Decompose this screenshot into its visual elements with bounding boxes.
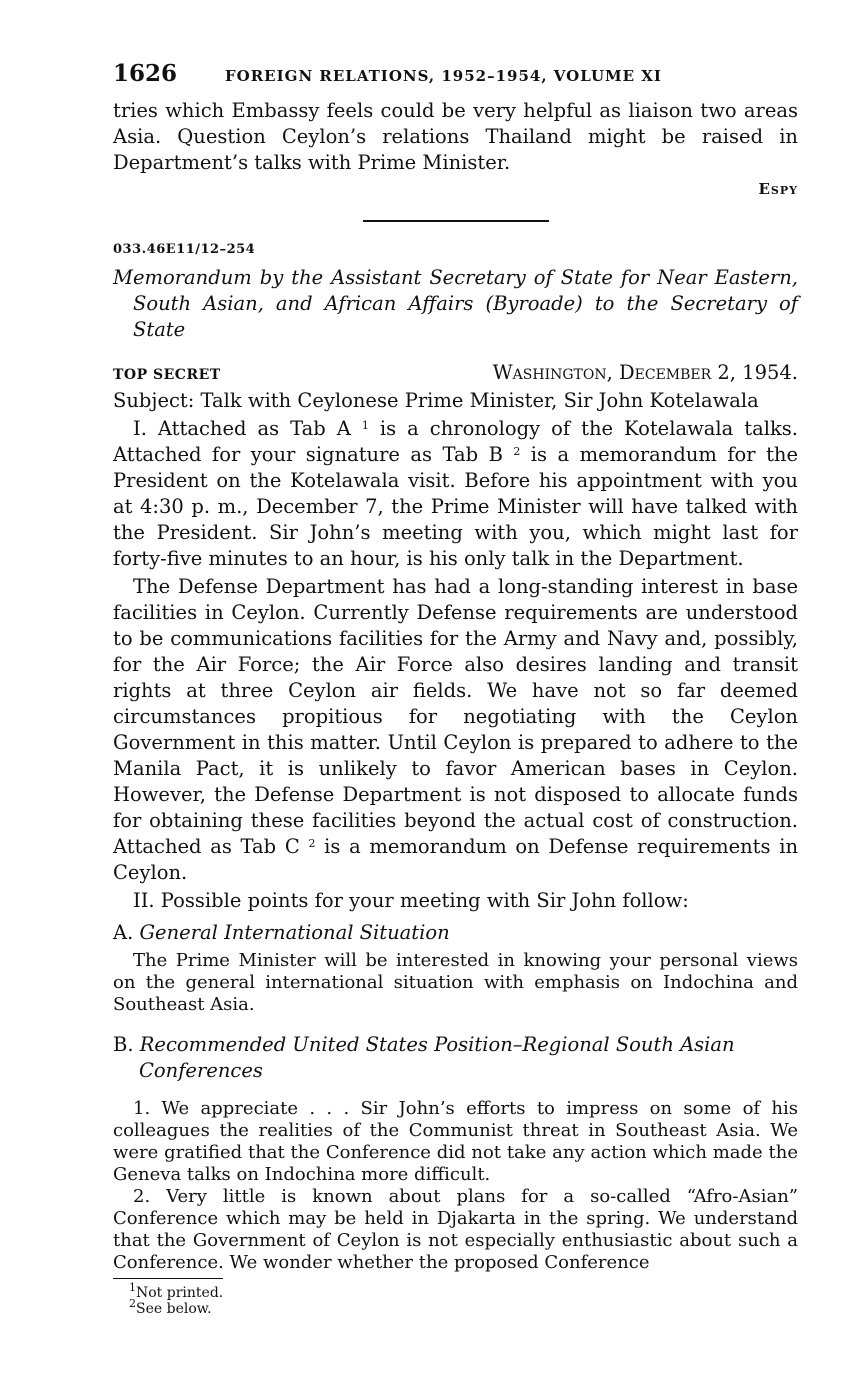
- footnote-mark: 1: [129, 1281, 136, 1294]
- footnote-ref-3: 2: [308, 836, 316, 850]
- document-page: [113, 60, 798, 1317]
- spacer: [113, 1088, 798, 1098]
- continuation-paragraph: tries which Embassy feels could be very helpful as liaison two areas Asia. Question Ceylon’s relations Thailand might be raised in Department’s talks with Prime Minister.: [113, 99, 798, 174]
- footnote-mark: 2: [129, 1297, 136, 1310]
- paragraph-1-part-b: is a chronology of the Kotelawala talks. Attached for your signature as Tab B: [113, 416, 798, 466]
- section-a-title: General International Situation: [139, 920, 450, 944]
- section-b-heading: [113, 1032, 798, 1084]
- section-a-letter: A.: [113, 920, 140, 944]
- place-date: Washington, December 2, 1954.: [492, 360, 798, 384]
- dateline: [113, 361, 798, 384]
- classification-label: TOP SECRET: [113, 366, 221, 383]
- page-header: [113, 60, 798, 98]
- paragraph-1-part-a: I. Attached as Tab A: [133, 416, 362, 440]
- page-number: 1626: [113, 60, 178, 87]
- footnote-divider: [113, 1278, 223, 1280]
- paragraph-3: II. Possible points for your meeting with Sir John follow:: [133, 888, 689, 912]
- subject-line: Subject: Talk with Ceylonese Prime Minister, Sir John Kotelawala: [113, 388, 759, 412]
- paragraph-2: [113, 574, 798, 886]
- document-title: Memorandum by the Assistant Secretary of State for Near Eastern, South Asian, and African Affairs (Byroade) to the Secretary of State: [113, 265, 798, 341]
- section-b-title: Recommended United States Position–Regional South Asian Conferences: [139, 1032, 735, 1082]
- paragraph-2-part-a: The Defense Department has had a long-standing interest in base facilities in Ceylon. Currently Defense requirements are understood to be communications facilities for the Army and Navy and, possibly, for the Air Force; the Air Force also desires landing and transit rights at three Ceylon air fields. We have not so far deemed circumstances propitious for negotiating with the Ceylon Government in this matter. Until Ceylon is prepared to adhere to the Manila Pact, it is unlikely to favor American bases in Ceylon. However, the Defense Department is not disposed to allocate funds for obtaining these facilities beyond the actual cost of construction. Attached as Tab C: [113, 574, 798, 858]
- footnote-ref-2: 2: [513, 444, 521, 458]
- section-b-item-2: 2. Very little is known about plans for a so-called “Afro-Asian” Conference which may be held in Djakarta in the spring. We understand that the Government of Ceylon is not especially enthusiastic about such a Conference. We wonder whether the proposed Conference: [113, 1185, 798, 1273]
- section-b-item-1: 1. We appreciate . . . Sir John’s efforts to impress on some of his colleagues the realities of the Communist threat in Southeast Asia. We were gratified that the Conference did not take any action which made the Geneva talks on Indochina more difficult.: [113, 1097, 798, 1185]
- footnote-1: [113, 1281, 798, 1301]
- signature: Espy: [758, 180, 798, 198]
- section-a-text: The Prime Minister will be interested in knowing your personal views on the general international situation with emphasis on Indochina and Southeast Asia.: [113, 949, 798, 1015]
- section-b-letter: B.: [113, 1032, 140, 1056]
- footnote-2: [113, 1297, 798, 1317]
- section-divider: [363, 220, 549, 222]
- running-head: FOREIGN RELATIONS, 1952–1954, VOLUME XI: [225, 67, 662, 85]
- footnote-text: See below.: [136, 1301, 212, 1317]
- footnote-ref-1: 1: [361, 418, 369, 432]
- paragraph-1-part-c: is a memorandum for the President on the Kotelawala visit. Before his appointment with you at 4:30 p. m., December 7, the Prime Minister will have talked with the President. Sir John’s meeting with you, which might last for forty-five minutes to an hour, is his only talk in the Department.: [113, 442, 798, 570]
- footnote-text: Not printed.: [136, 1285, 224, 1301]
- paragraph-1: [113, 416, 798, 572]
- spacer: [113, 1016, 798, 1026]
- section-a-heading: [113, 920, 798, 946]
- paragraph-2-part-b: is a memorandum on Defense requirements in Ceylon.: [113, 834, 798, 884]
- file-number: 033.46E11/12–254: [113, 241, 256, 257]
